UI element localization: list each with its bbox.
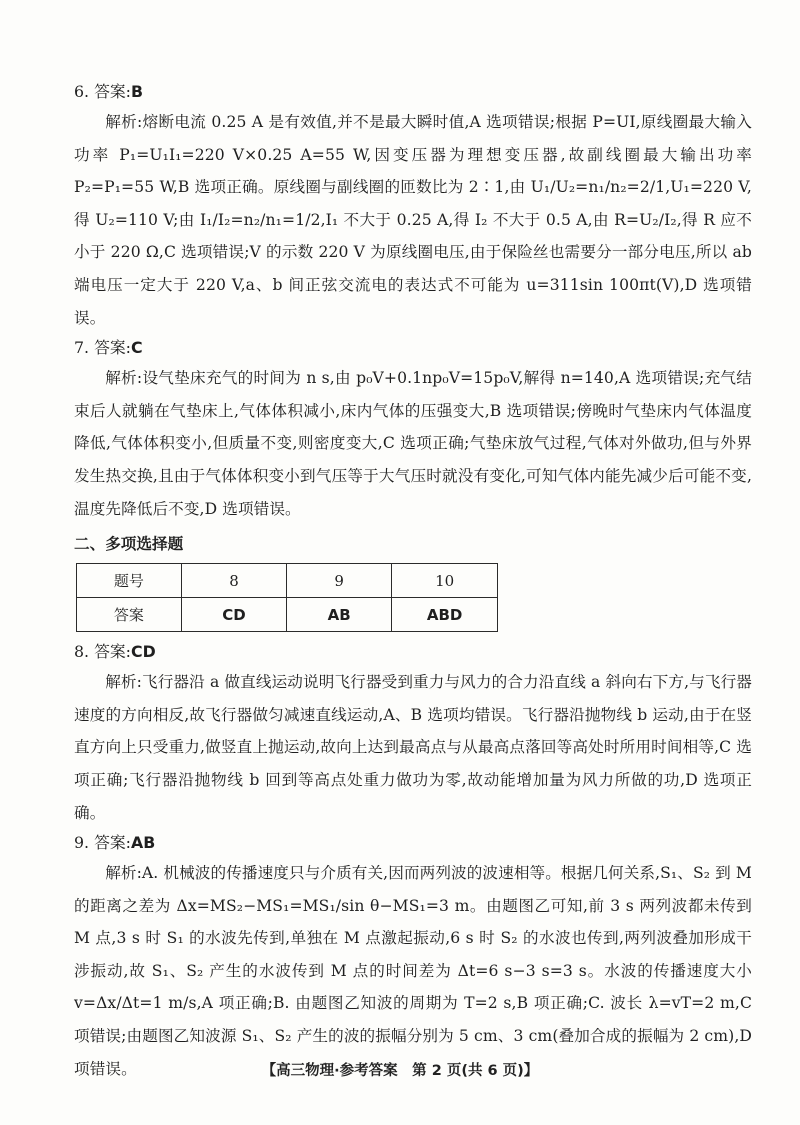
table-cell: 9 (287, 564, 392, 598)
question-7-explanation: 解析:设气垫床充气的时间为 n s,由 p₀V+0.1np₀V=15p₀V,解得 n=140,A 选项错误;充气结束后人就躺在气垫床上,气体体积减小,床内气体的压强变大,B 选项错误;傍晚时气垫床内气体温度降低,气体体积变小,但质量不变,则密度变大,C 选项正确;气垫床放气过程,气体对外做功,但与外界发生热交换,且由于气体体积变小到气压等于大气压时就没有变化,可知气体内能先减少后可能不变,温度先降低后不变,D 选项错误。 (74, 369, 752, 518)
page-footer: 【高三物理·参考答案 第 2 页(共 6 页)】 (261, 1063, 539, 1079)
question-9-label: 9. 答案: (74, 833, 132, 853)
table-cell: ABD (392, 598, 498, 632)
question-8-label: 8. 答案: (74, 642, 132, 662)
question-6-label: 6. 答案: (74, 82, 132, 101)
question-9-header (74, 829, 752, 857)
question-7-label: 7. 答案: (74, 338, 132, 358)
question-7-header (74, 334, 752, 362)
question-6-explanation: 解析:熔断电流 0.25 A 是有效值,并不是最大瞬时值,A 选项错误;根据 P=UI,原线圈最大输入功率 P₁=U₁I₁=220 V×0.25 A=55 W,因变压器为理想变压器,故副线圈最大输出功率 P₂=P₁=55 W,B 选项正确。原线圈与副线圈的匝数比为 2∶1,由 U₁/U₂=n₁/n₂=2/1,U₁=220 V,得 U₂=110 V;由 I₁/I₂=n₂/n₁=1/2,I₁ 不大于 0.25 A,得 I₂ 不大于 0.5 A,由 R=U₂/I₂,得 R 应不小于 220 Ω,C 选项错误;V 的示数 220 V 为原线圈电压,由于保险丝也需要分一部分电压,所以 ab 端电压一定大于 220 V,a、b 间正弦交流电的表达式不可能为 u=311sin 100πt(V),D 选项错误。 (74, 113, 758, 327)
question-6-answer: B (131, 82, 144, 101)
question-6-header (74, 78, 752, 106)
table-cell: 8 (181, 564, 286, 598)
question-9-answer: AB (131, 833, 156, 853)
table-cell: CD (181, 598, 286, 632)
section-title: 二、多项选择题 (74, 535, 184, 554)
question-8-explanation: 解析:飞行器沿 a 做直线运动说明飞行器受到重力与风力的合力沿直线 a 斜向右下方,与飞行器速度的方向相反,故飞行器做匀减速直线运动,A、B 选项均错误。飞行器沿抛物线 b 运动,由于在竖直方向上只受重力,做竖直上抛运动,故向上达到最高点与从最高点落回等高处时所用时间相等,C 选项正确;飞行器沿抛物线 b 回到等高点处重力做功为零,故动能增加量为风力所做的功,D 选项正确。 (74, 673, 752, 822)
table-row (77, 598, 498, 632)
table-cell: 答案 (77, 598, 182, 632)
table-cell: 题号 (77, 564, 182, 598)
table-row (77, 564, 498, 598)
table-cell: AB (287, 598, 392, 632)
question-6 (74, 78, 758, 334)
question-8-header (74, 638, 752, 666)
question-7 (74, 334, 752, 525)
table-cell: 10 (392, 564, 498, 598)
answer-table (76, 563, 498, 632)
question-7-answer: C (131, 338, 143, 358)
question-9 (74, 829, 758, 1085)
question-8-answer: CD (131, 642, 156, 662)
question-8 (74, 638, 752, 829)
question-9-explanation: 解析:A. 机械波的传播速度只与介质有关,因而两列波的波速相等。根据几何关系,S₁、S₂ 到 M 的距离之差为 Δx=MS₂−MS₁=MS₁/sin θ−MS₁=3 m。由题图乙可知,前 3 s 两列波都未传到 M 点,3 s 时 S₁ 的水波先传到,单独在 M 点激起振动,6 s 时 S₂ 的水波也传到,两列波叠加形成干涉振动,故 S₁、S₂ 产生的水波传到 M 点的时间差为 Δt=6 s−3 s=3 s。水波的传播速度大小 v=Δx/Δt=1 m/s,A 项正确;B. 由题图乙知波的周期为 T=2 s,B 项正确;C. 波长 λ=vT=2 m,C 项错误;由题图乙知波源 S₁、S₂ 产生的波的振幅分别为 5 cm、3 cm(叠加合成的振幅为 2 cm),D 项错误。 (74, 864, 758, 1078)
